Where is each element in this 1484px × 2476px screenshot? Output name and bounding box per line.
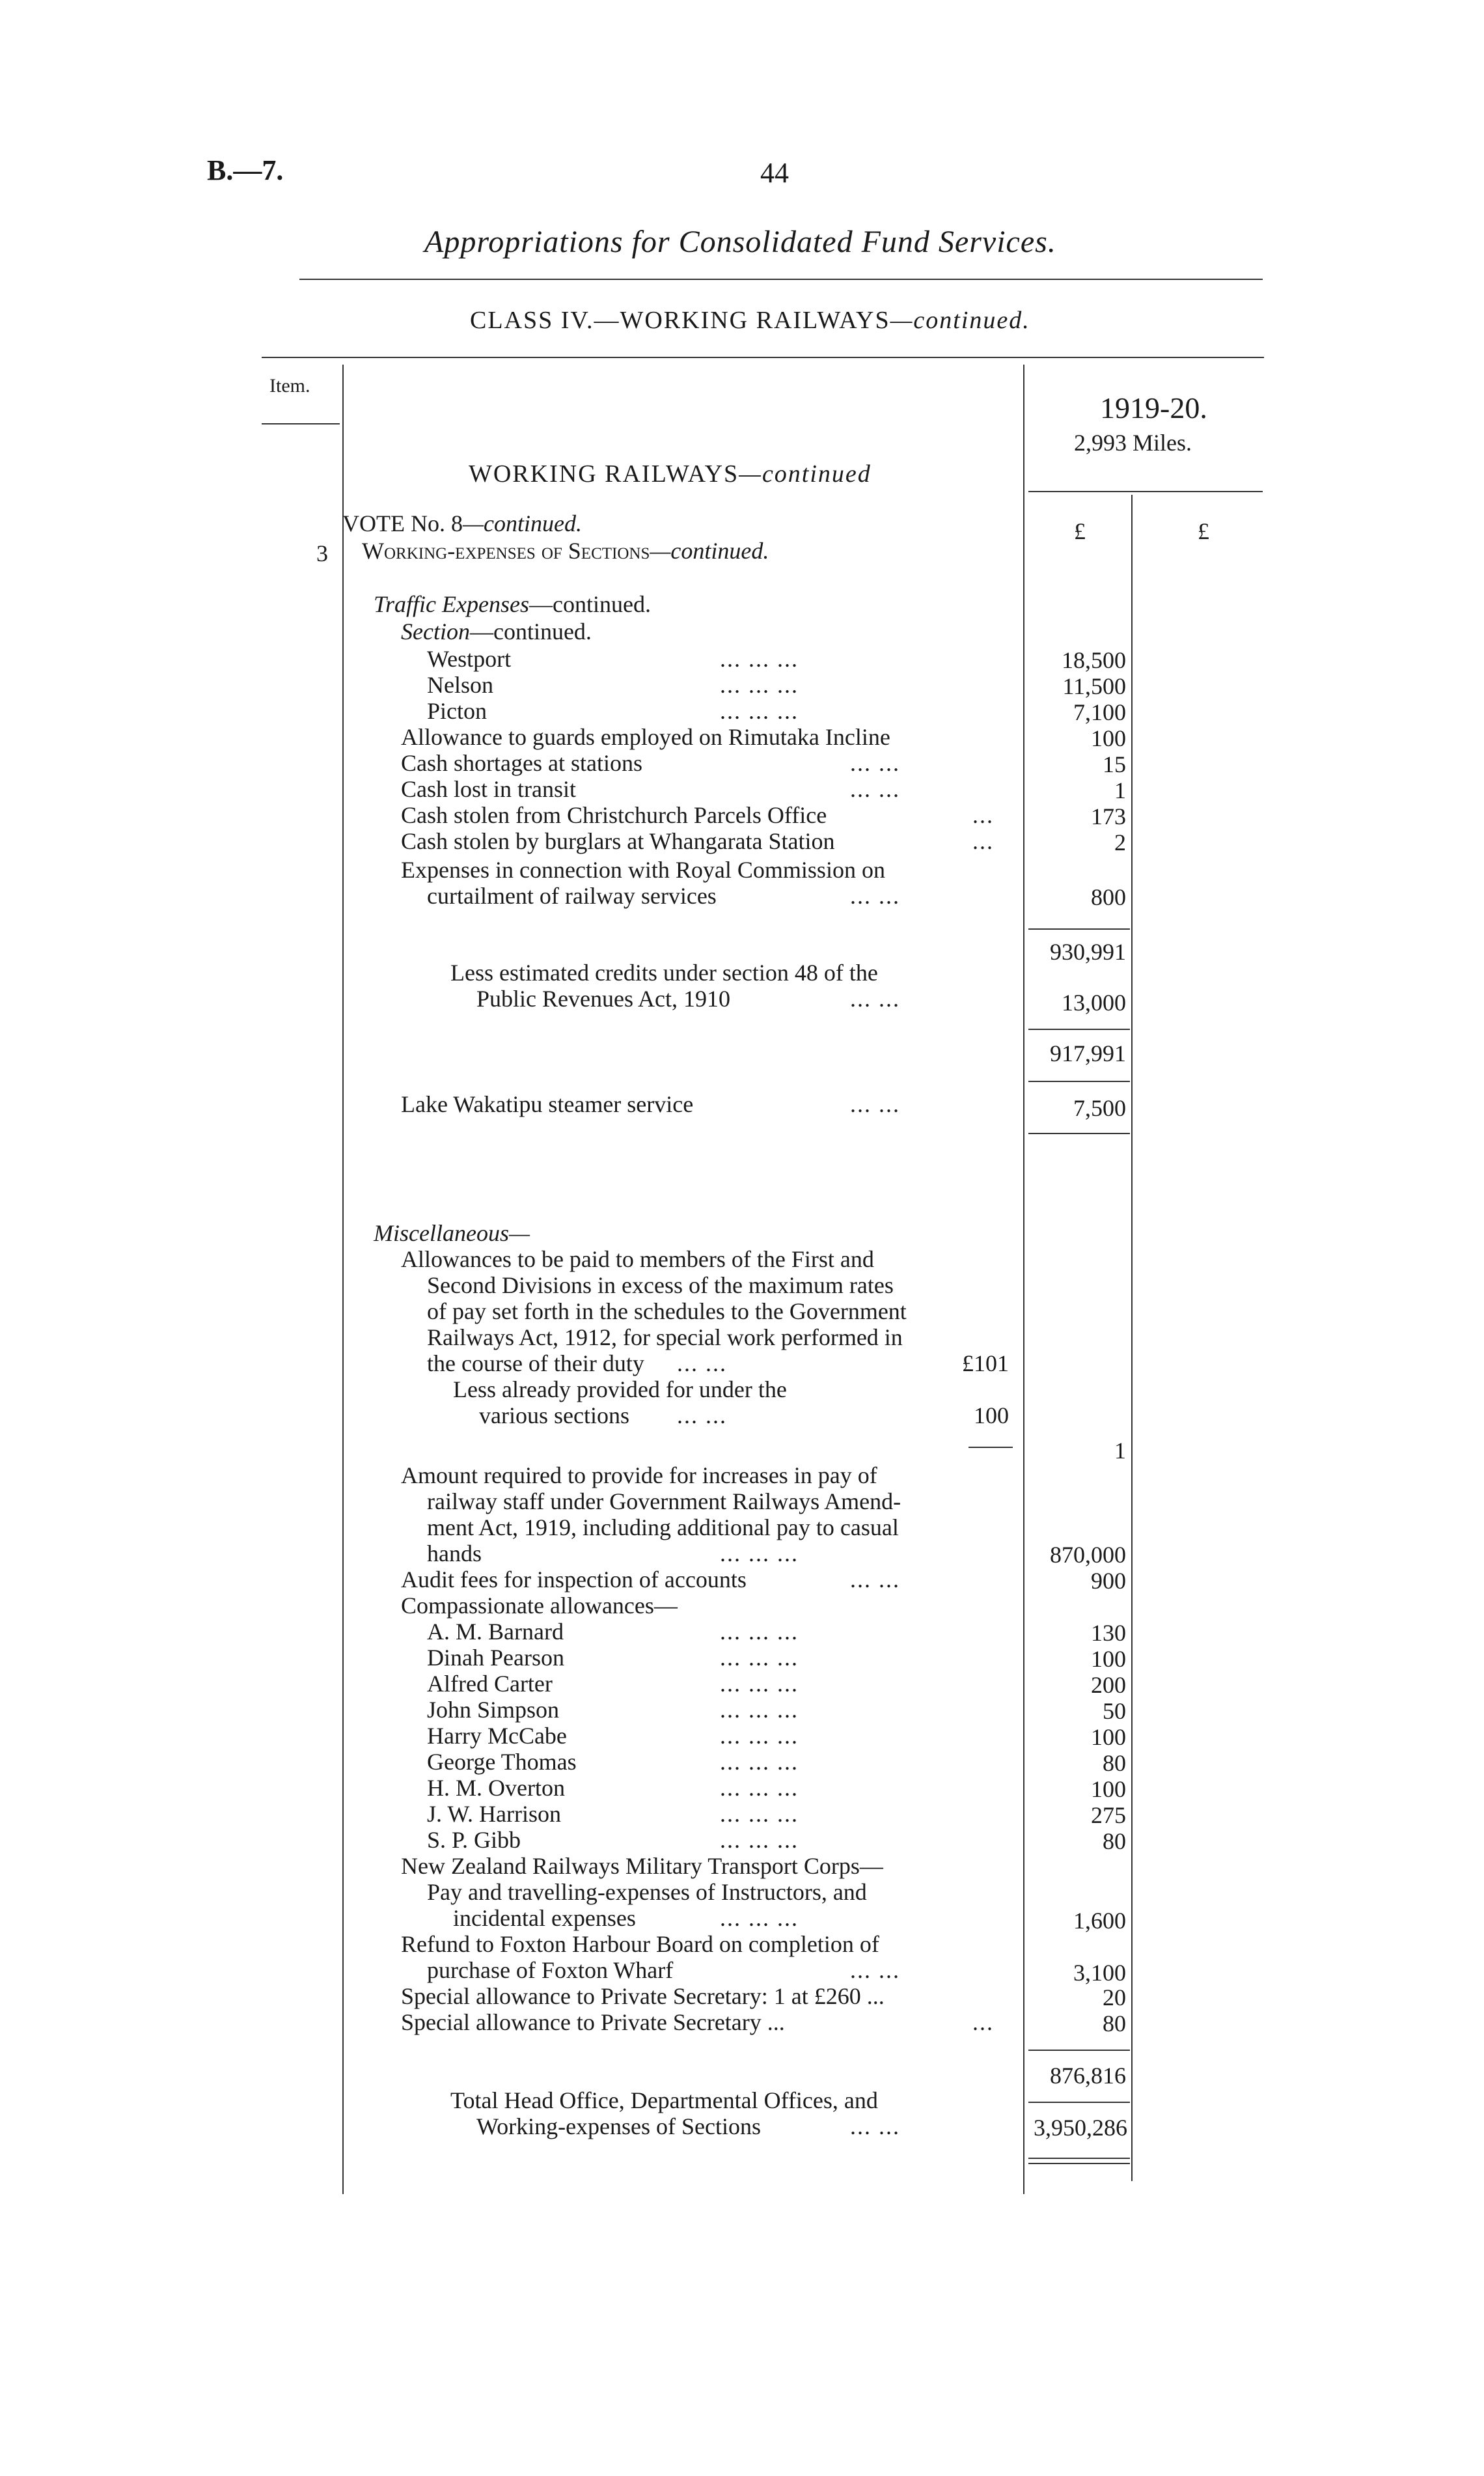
- section-title: WORKING RAILWAYS—continued: [469, 460, 872, 488]
- compassionate-row-amount: 80: [1103, 1828, 1126, 1854]
- allow-line-5: the course of their duty: [427, 1350, 644, 1376]
- sub2-bottom-rule: [1028, 1081, 1130, 1082]
- special-2-label: Special allowance to Private Secretary ...: [401, 2009, 785, 2035]
- sub2-rule: [1028, 1029, 1130, 1030]
- compassionate-row-label: John Simpson: [427, 1697, 560, 1723]
- allow-less-dots: ... ...: [677, 1402, 727, 1428]
- subhead: Working-expenses of Sections—continued.: [362, 538, 769, 564]
- compassionate-row-dots: ... ... ...: [720, 1619, 799, 1645]
- title-rule: [299, 279, 1263, 280]
- subtotal-2: 917,991: [1050, 1040, 1126, 1066]
- sub1-rule: [1028, 928, 1130, 930]
- increase-line-2: railway staff under Government Railways Amend-: [427, 1488, 901, 1514]
- compassionate-row-dots: ... ... ...: [720, 1671, 799, 1697]
- traffic-row-label: Westport: [427, 646, 512, 672]
- item-column-head: Item.: [269, 375, 310, 396]
- amount-column-mid-rule: [1131, 495, 1133, 2181]
- traffic-row-dots: ... ... ...: [720, 672, 799, 698]
- compassionate-row-amount: 50: [1103, 1698, 1126, 1724]
- foxton-line1: Refund to Foxton Harbour Board on completion of: [401, 1931, 879, 1957]
- document-reference: B.—7.: [207, 154, 284, 186]
- foxton-dots: ... ...: [850, 1957, 900, 1983]
- allow-less-line2: various sections: [479, 1402, 629, 1428]
- compassionate-row-dots: ... ... ...: [720, 1723, 799, 1749]
- less-line2: Public Revenues Act, 1910: [476, 986, 730, 1012]
- special-2-amount: 80: [1103, 2010, 1126, 2037]
- traffic-row-dots: ... ... ...: [720, 646, 799, 672]
- compassionate-row-dots: ... ... ...: [720, 1645, 799, 1671]
- item-column-rule: [342, 365, 344, 2194]
- year-head: 1919-20.: [1100, 391, 1207, 424]
- class-title: CLASS IV.—WORKING RAILWAYS—continued.: [470, 307, 1030, 334]
- miles-head: 2,993 Miles.: [1074, 430, 1192, 456]
- traffic-row-amount: 1: [1114, 777, 1126, 803]
- traffic-head: Traffic Expenses—continued.: [374, 591, 651, 617]
- traffic-row-label: Cash lost in transit: [401, 776, 576, 802]
- pound-sign-1: £: [1074, 518, 1086, 544]
- compassionate-row-amount: 100: [1091, 1776, 1126, 1802]
- allow-amount: 1: [1114, 1438, 1126, 1464]
- traffic-row-dots: ...: [972, 828, 994, 854]
- lake-rule: [1028, 1133, 1130, 1134]
- allow-line-1: Allowances to be paid to members of the First and: [401, 1246, 874, 1272]
- traffic-row-label: Cash stolen from Christchurch Parcels Office: [401, 802, 827, 828]
- compassionate-row-label: S. P. Gibb: [427, 1827, 521, 1853]
- compassionate-row-label: A. M. Barnard: [427, 1619, 564, 1645]
- lake-label: Lake Wakatipu steamer service: [401, 1091, 694, 1117]
- vote-label: VOTE No. 8—continued.: [342, 510, 582, 536]
- nz-line3: incidental expenses: [453, 1905, 636, 1931]
- traffic-row-amount: 7,100: [1073, 699, 1126, 725]
- compassionate-row-dots: ... ... ...: [720, 1749, 799, 1775]
- royal-line1: Expenses in connection with Royal Commission on: [401, 857, 885, 883]
- compassionate-row-label: Alfred Carter: [427, 1671, 553, 1697]
- traffic-row-dots: ... ...: [850, 750, 900, 776]
- traffic-row-amount: 15: [1103, 751, 1126, 777]
- page-number: 44: [760, 157, 789, 189]
- compassionate-row-dots: ... ... ...: [720, 1801, 799, 1827]
- traffic-row-dots: ... ... ...: [720, 698, 799, 724]
- traffic-row-label: Allowance to guards employed on Rimutaka Incline: [401, 724, 890, 750]
- sub3-bottom-rule: [1028, 2102, 1130, 2103]
- traffic-row-label: Nelson: [427, 672, 493, 698]
- page-title: Appropriations for Consolidated Fund Services.: [424, 225, 1056, 259]
- traffic-row-dots: ... ...: [850, 776, 900, 802]
- compassionate-row-amount: 275: [1091, 1802, 1126, 1828]
- special-1-label: Special allowance to Private Secretary: 1 at £260 ...: [401, 1983, 885, 2009]
- amount-column-left-rule: [1023, 365, 1024, 2194]
- increase-line-3: ment Act, 1919, including additional pay to casual: [427, 1514, 899, 1540]
- special-2-dots: ...: [972, 2009, 994, 2035]
- total-dots: ... ...: [850, 2113, 900, 2139]
- foxton-amount: 3,100: [1073, 1960, 1126, 1986]
- subtotal-3: 876,816: [1050, 2063, 1126, 2089]
- table-top-rule: [262, 357, 1264, 358]
- traffic-row-amount: 11,500: [1062, 673, 1126, 699]
- audit-label: Audit fees for inspection of accounts: [401, 1566, 747, 1593]
- year-header-rule: [1028, 491, 1263, 492]
- traffic-row-label: Picton: [427, 698, 488, 724]
- increase-line-4: hands: [427, 1540, 482, 1566]
- compassionate-row-label: Dinah Pearson: [427, 1645, 564, 1671]
- audit-dots: ... ...: [850, 1566, 900, 1593]
- item-number: 3: [316, 540, 328, 566]
- compassionate-row-dots: ... ... ...: [720, 1827, 799, 1853]
- sub3-rule: [1028, 2050, 1130, 2051]
- subtotal-1: 930,991: [1050, 939, 1126, 965]
- section-head: Section—continued.: [401, 619, 592, 645]
- total-rule-2: [1028, 2163, 1130, 2164]
- misc-head: Miscellaneous—: [374, 1220, 530, 1246]
- allow-inner-amount: £101: [962, 1350, 1009, 1376]
- total-rule-1: [1028, 2158, 1130, 2159]
- special-1-amount: 20: [1103, 1984, 1126, 2010]
- allow-inner-rule: [969, 1447, 1013, 1448]
- compassionate-row-label: Harry McCabe: [427, 1723, 567, 1749]
- compassionate-head: Compassionate allowances—: [401, 1593, 678, 1619]
- traffic-row-label: Cash shortages at stations: [401, 750, 642, 776]
- compassionate-row-dots: ... ... ...: [720, 1697, 799, 1723]
- compassionate-row-amount: 200: [1091, 1672, 1126, 1698]
- traffic-row-amount: 2: [1114, 829, 1126, 855]
- traffic-row-label: Cash stolen by burglars at Whangarata Station: [401, 828, 835, 854]
- increase-amount: 870,000: [1050, 1542, 1126, 1568]
- nz-line2: Pay and travelling-expenses of Instructors, and: [427, 1879, 867, 1905]
- total-line1: Total Head Office, Departmental Offices, and: [450, 2087, 878, 2113]
- total-line2: Working-expenses of Sections: [476, 2113, 762, 2139]
- total-amount: 3,950,286: [1034, 2115, 1127, 2141]
- allow-less-inner: 100: [974, 1402, 1009, 1428]
- nz-line1: New Zealand Railways Military Transport Corps—: [401, 1853, 883, 1879]
- increase-line-1: Amount required to provide for increases in pay of: [401, 1462, 877, 1488]
- nz-amount: 1,600: [1073, 1908, 1126, 1934]
- royal-dots: ... ...: [850, 883, 900, 909]
- compassionate-row-amount: 130: [1091, 1620, 1126, 1646]
- royal-amount: 800: [1091, 884, 1126, 910]
- compassionate-row-label: George Thomas: [427, 1749, 577, 1775]
- compassionate-row-amount: 100: [1091, 1724, 1126, 1750]
- allow-line-4: Railways Act, 1912, for special work performed in: [427, 1324, 903, 1350]
- foxton-line2: purchase of Foxton Wharf: [427, 1957, 674, 1983]
- allow-less-line1: Less already provided for under the: [453, 1376, 787, 1402]
- less-amount: 13,000: [1062, 990, 1126, 1016]
- traffic-row-amount: 100: [1091, 725, 1126, 751]
- compassionate-row-label: H. M. Overton: [427, 1775, 565, 1801]
- audit-amount: 900: [1091, 1568, 1126, 1594]
- compassionate-row-label: J. W. Harrison: [427, 1801, 561, 1827]
- less-line1: Less estimated credits under section 48 of the: [450, 960, 878, 986]
- lake-dots: ... ...: [850, 1091, 900, 1117]
- less-dots: ... ...: [850, 986, 900, 1012]
- pound-sign-2: £: [1198, 518, 1209, 544]
- traffic-row-amount: 173: [1091, 803, 1126, 829]
- compassionate-row-amount: 100: [1091, 1646, 1126, 1672]
- traffic-row-dots: ...: [972, 802, 994, 828]
- allow-line-2: Second Divisions in excess of the maximum rates: [427, 1272, 894, 1298]
- item-head-rule: [262, 423, 340, 424]
- lake-amount: 7,500: [1073, 1095, 1126, 1121]
- royal-line2: curtailment of railway services: [427, 883, 717, 909]
- increase-dots: ... ... ...: [720, 1540, 799, 1566]
- traffic-row-amount: 18,500: [1062, 647, 1126, 673]
- allow-dots: ... ...: [677, 1350, 727, 1376]
- nz-dots: ... ... ...: [720, 1905, 799, 1931]
- compassionate-row-amount: 80: [1103, 1750, 1126, 1776]
- compassionate-row-dots: ... ... ...: [720, 1775, 799, 1801]
- allow-line-3: of pay set forth in the schedules to the Government: [427, 1298, 907, 1324]
